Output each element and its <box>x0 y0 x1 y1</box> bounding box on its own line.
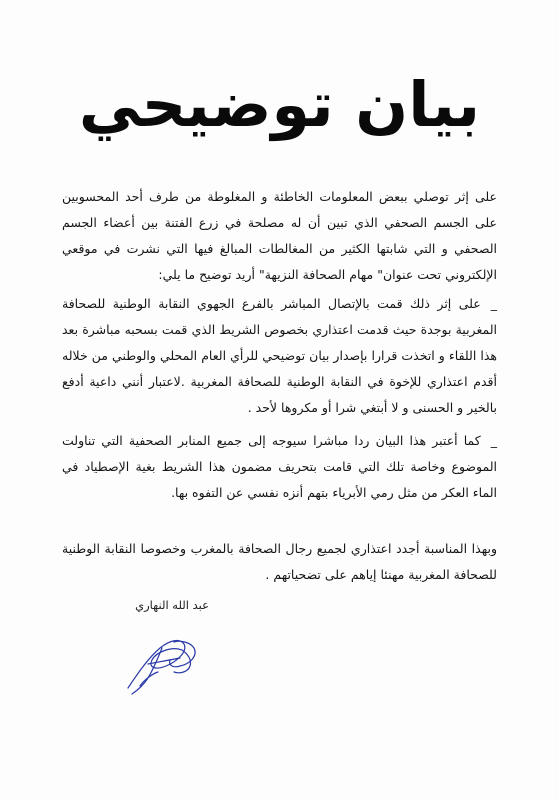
handwritten-signature <box>118 628 208 698</box>
paragraph-apology-text: على إثر ذلك قمت بالإتصال المباشر بالفرع الجهوي النقابة الوطنية للصحافة المغربية بوجدة حيث قدمت اعتذاري بخصوص الشريط الذي قمت بسحبه مباشرة بعد هذا اللقاء و اتخذت قرارا بإصدار بيان توضيحي للرأي العام المحلي والوطني من خلاله أقدم اعتذاري للإخوة في النقابة الوطنية للصحافة المغربية .لاعتبار أنني داعية أدفع بالخير و الحسنى و لا أبتغي شرا أو مكروها لأحد . <box>62 296 497 415</box>
paragraph-intro <box>62 184 497 288</box>
paragraph-intro-text: على إثر توصلي ببعض المعلومات الخاطئة و المغلوطة من طرف أحد المحسوبين على الجسم الصحفي الذي تبين أن له مصلحة في زرع الفتنة بين أعضاء الجسم الصحفي و التي شابتها الكثير من المغالطات المبالغ فيها التي نشرت في موقعي الإلكتروني تحت عنوان" مهام الصحافة النزيهة" أريد توضيح ما يلي: <box>62 189 497 282</box>
paragraph-closing-text: وبهذا المناسبة أجدد اعتذاري لجميع رجال الصحافة بالمغرب وخصوصا النقابة الوطنية للصحافة المغربية مهنئا إياهم على تضحياتهم . <box>62 541 497 582</box>
paragraph-dash: _ <box>490 433 497 448</box>
paragraph-closing <box>62 536 497 588</box>
paragraph-dash: _ <box>490 296 497 311</box>
author-name: عبد الله النهاري <box>135 598 209 612</box>
paragraph-apology <box>62 291 497 421</box>
paragraph-response <box>62 428 497 506</box>
paragraph-response-text: كما أعتبر هذا البيان ردا مباشرا سيوجه إلى جميع المنابر الصحفية التي تناولت الموضوع وخاصة تلك التي قامت بتحريف مضمون هذا الشريط بغية الإصطياد في الماء العكر من مثل رمي الأبرياء بتهم أنزه نفسي عن التفوه بها. <box>62 433 497 500</box>
document-title: بيان توضيحي <box>78 68 481 141</box>
